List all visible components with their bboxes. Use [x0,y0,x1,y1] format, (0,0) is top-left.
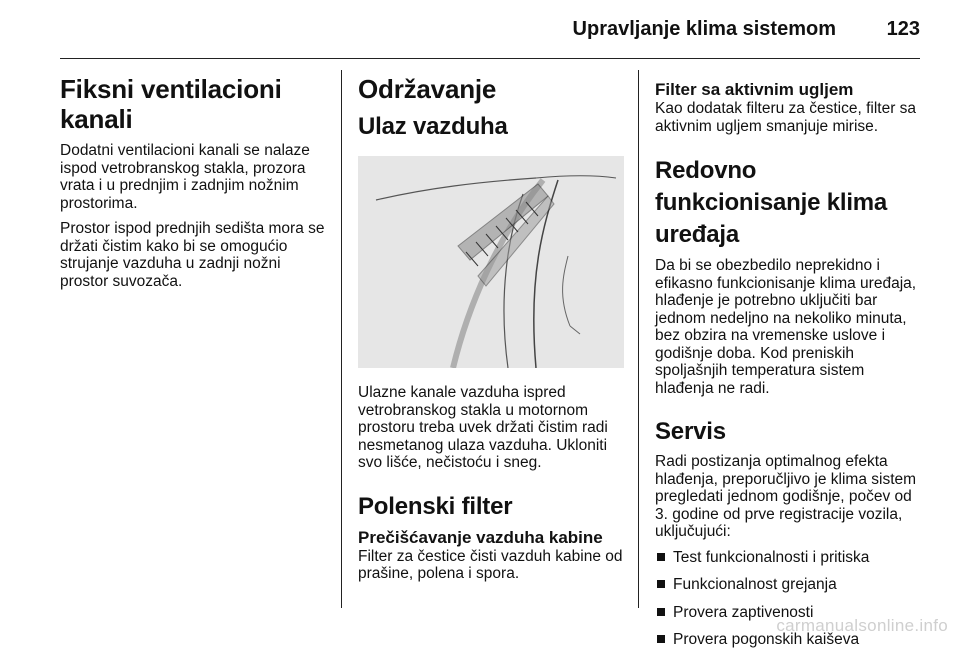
paragraph: Radi postizanja optimalnog efekta hlađenja, preporučljivo je klima sistem pregledati jednom godišnje, počev od 3. godine od prve registracije vozila, uključujući: [655,453,917,540]
section-heading-service: Servis [655,418,726,445]
paragraph: Ulazne kanale vazduha ispred vetrobranskog stakla u motornom prostoru treba uvek držati čistim radi nesmetanog ulaza vazduha. Ukloniti svo lišće, nečistoću i sneg. [358,384,608,471]
column-3 [655,74,925,659]
section-heading-pollen-filter: Polenski filter [358,492,513,520]
subsection-heading-air-intake: Ulaz vazduha [358,113,508,140]
bullet-icon [657,608,665,616]
bullet-icon [657,553,665,561]
subsection-heading-cabin-air: Prečišćavanje vazduha kabine [358,527,603,547]
page-header-title: Upravljanje klima sistemom [572,18,836,40]
list-item [655,576,925,594]
watermark: carmanualsonline.info [776,616,948,635]
column-2 [358,74,624,591]
header-divider [60,58,920,59]
paragraph: Dodatni ventilacioni kanali se nalaze ispod vetrobranskog stakla, prozora vrata i u prednjim i zadnjim nožnim prostorima. [60,142,310,212]
paragraph: Prostor ispod prednjih sedišta mora se držati čistim kako bi se omogućio strujanje vazduha u zadnji nožni prostor suvozača. [60,220,325,290]
paragraph: Kao dodatak filteru za čestice, filter sa aktivnim ugljem smanjuje mirise. [655,100,917,135]
list-item-text: Funkcionalnost grejanja [673,576,837,593]
section-heading-fixed-vents: Fiksni ventilacioni kanali [60,74,282,134]
subsection-heading-carbon-filter: Filter sa aktivnim ugljem [655,80,854,99]
list-item-text: Test funkcionalnosti i pritiska [673,548,870,566]
bullet-icon [657,580,665,588]
list-item-text: Provera pogonskih kaiševa [673,631,860,648]
section-heading-regular-operation: Redovno funkcionisanje klima uređaja [655,157,888,248]
column-1 [60,74,328,298]
air-intake-illustration [358,156,624,368]
column-divider-2 [638,70,639,608]
list-item-text: Provera zaptivenosti [673,603,814,621]
page-header [60,14,920,54]
column-divider-1 [341,70,342,608]
list-item [655,549,925,567]
section-heading-maintenance: Održavanje [358,74,497,104]
paragraph: Filter za čestice čisti vazduh kabine od prašine, polena i spora. [358,547,623,582]
paragraph: Da bi se obezbedilo neprekidno i efikasno funkcionisanje klima uređaja, hlađenje je potrebno uključiti bar jednom nedeljno na nekoliko minuta, bez obzira na vremenske uslove i godišnje doba. Kod preniskih spoljašnjih temperatura sistem hlađenja ne radi. [655,257,917,397]
page-number: 123 [886,18,920,40]
